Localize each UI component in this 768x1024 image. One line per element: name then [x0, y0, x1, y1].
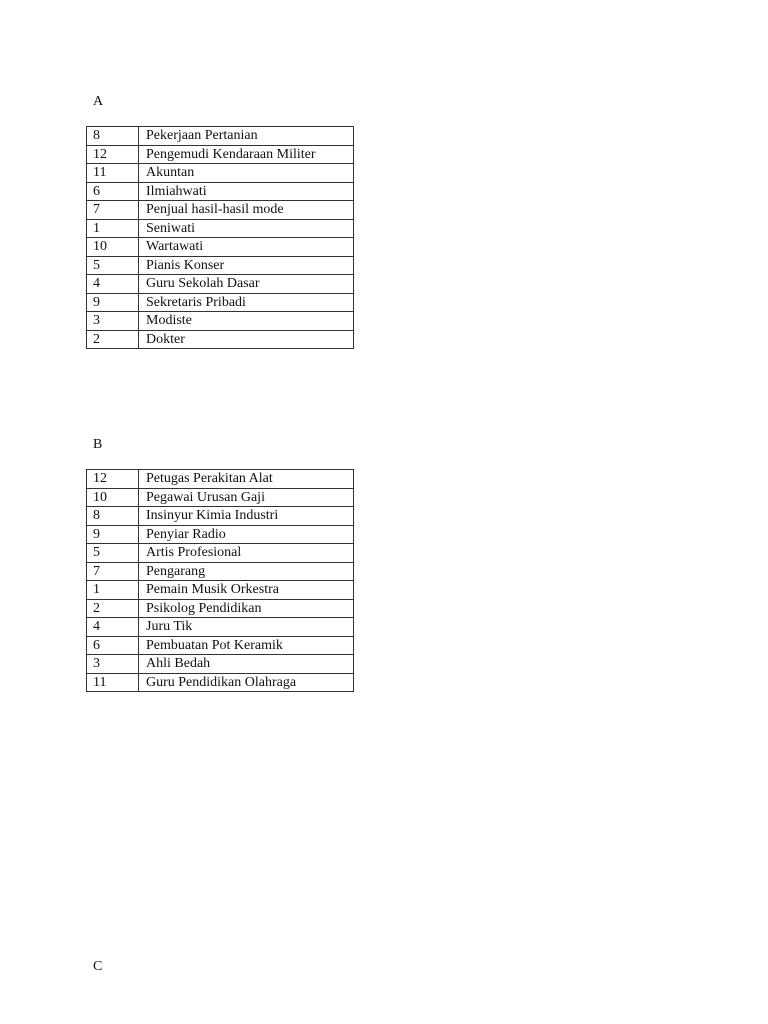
rank-number-cell: 5	[87, 544, 139, 563]
rank-number-cell: 3	[87, 655, 139, 674]
table-row	[87, 673, 354, 692]
occupation-cell: Sekretaris Pribadi	[139, 293, 354, 312]
occupation-cell: Wartawati	[139, 238, 354, 257]
table-row	[87, 488, 354, 507]
occupation-cell: Dokter	[139, 330, 354, 349]
rank-number-cell: 12	[87, 470, 139, 489]
table-row	[87, 145, 354, 164]
table-row	[87, 618, 354, 637]
occupation-cell: Psikolog Pendidikan	[139, 599, 354, 618]
rank-number-cell: 11	[87, 673, 139, 692]
section-c-label: C	[93, 959, 103, 974]
section-a-table	[86, 126, 354, 349]
table-row	[87, 127, 354, 146]
occupation-cell: Ilmiahwati	[139, 182, 354, 201]
table-row	[87, 312, 354, 331]
table-row	[87, 330, 354, 349]
occupation-cell: Pengemudi Kendaraan Militer	[139, 145, 354, 164]
rank-number-cell: 1	[87, 219, 139, 238]
table-row	[87, 256, 354, 275]
occupation-cell: Guru Sekolah Dasar	[139, 275, 354, 294]
rank-number-cell: 9	[87, 525, 139, 544]
table-row	[87, 581, 354, 600]
occupation-cell: Juru Tik	[139, 618, 354, 637]
occupation-cell: Pengarang	[139, 562, 354, 581]
occupation-cell: Guru Pendidikan Olahraga	[139, 673, 354, 692]
occupation-cell: Akuntan	[139, 164, 354, 183]
section-a-label: A	[93, 94, 104, 109]
rank-number-cell: 4	[87, 275, 139, 294]
occupation-cell: Petugas Perakitan Alat	[139, 470, 354, 489]
occupation-cell: Pekerjaan Pertanian	[139, 127, 354, 146]
rank-number-cell: 6	[87, 636, 139, 655]
rank-number-cell: 7	[87, 562, 139, 581]
occupation-cell: Pianis Konser	[139, 256, 354, 275]
rank-number-cell: 11	[87, 164, 139, 183]
occupation-cell: Ahli Bedah	[139, 655, 354, 674]
table-row	[87, 219, 354, 238]
rank-number-cell: 12	[87, 145, 139, 164]
rank-number-cell: 2	[87, 330, 139, 349]
occupation-cell: Penyiar Radio	[139, 525, 354, 544]
table-row	[87, 182, 354, 201]
table-row	[87, 275, 354, 294]
occupation-cell: Modiste	[139, 312, 354, 331]
rank-number-cell: 1	[87, 581, 139, 600]
section-b-label: B	[93, 437, 103, 452]
table-row	[87, 238, 354, 257]
table-row	[87, 525, 354, 544]
occupation-cell: Insinyur Kimia Industri	[139, 507, 354, 526]
table-row	[87, 470, 354, 489]
occupation-cell: Pegawai Urusan Gaji	[139, 488, 354, 507]
table-row	[87, 293, 354, 312]
occupation-cell: Seniwati	[139, 219, 354, 238]
table-row	[87, 636, 354, 655]
rank-number-cell: 8	[87, 127, 139, 146]
rank-number-cell: 9	[87, 293, 139, 312]
table-row	[87, 599, 354, 618]
rank-number-cell: 6	[87, 182, 139, 201]
table-row	[87, 655, 354, 674]
rank-number-cell: 8	[87, 507, 139, 526]
table-row	[87, 164, 354, 183]
rank-number-cell: 5	[87, 256, 139, 275]
rank-number-cell: 7	[87, 201, 139, 220]
occupation-cell: Artis Profesional	[139, 544, 354, 563]
section-b-table	[86, 469, 354, 692]
rank-number-cell: 10	[87, 238, 139, 257]
rank-number-cell: 2	[87, 599, 139, 618]
table-row	[87, 562, 354, 581]
table-row	[87, 201, 354, 220]
rank-number-cell: 4	[87, 618, 139, 637]
rank-number-cell: 10	[87, 488, 139, 507]
table-row	[87, 507, 354, 526]
occupation-cell: Pembuatan Pot Keramik	[139, 636, 354, 655]
occupation-cell: Penjual hasil-hasil mode	[139, 201, 354, 220]
table-row	[87, 544, 354, 563]
rank-number-cell: 3	[87, 312, 139, 331]
occupation-cell: Pemain Musik Orkestra	[139, 581, 354, 600]
